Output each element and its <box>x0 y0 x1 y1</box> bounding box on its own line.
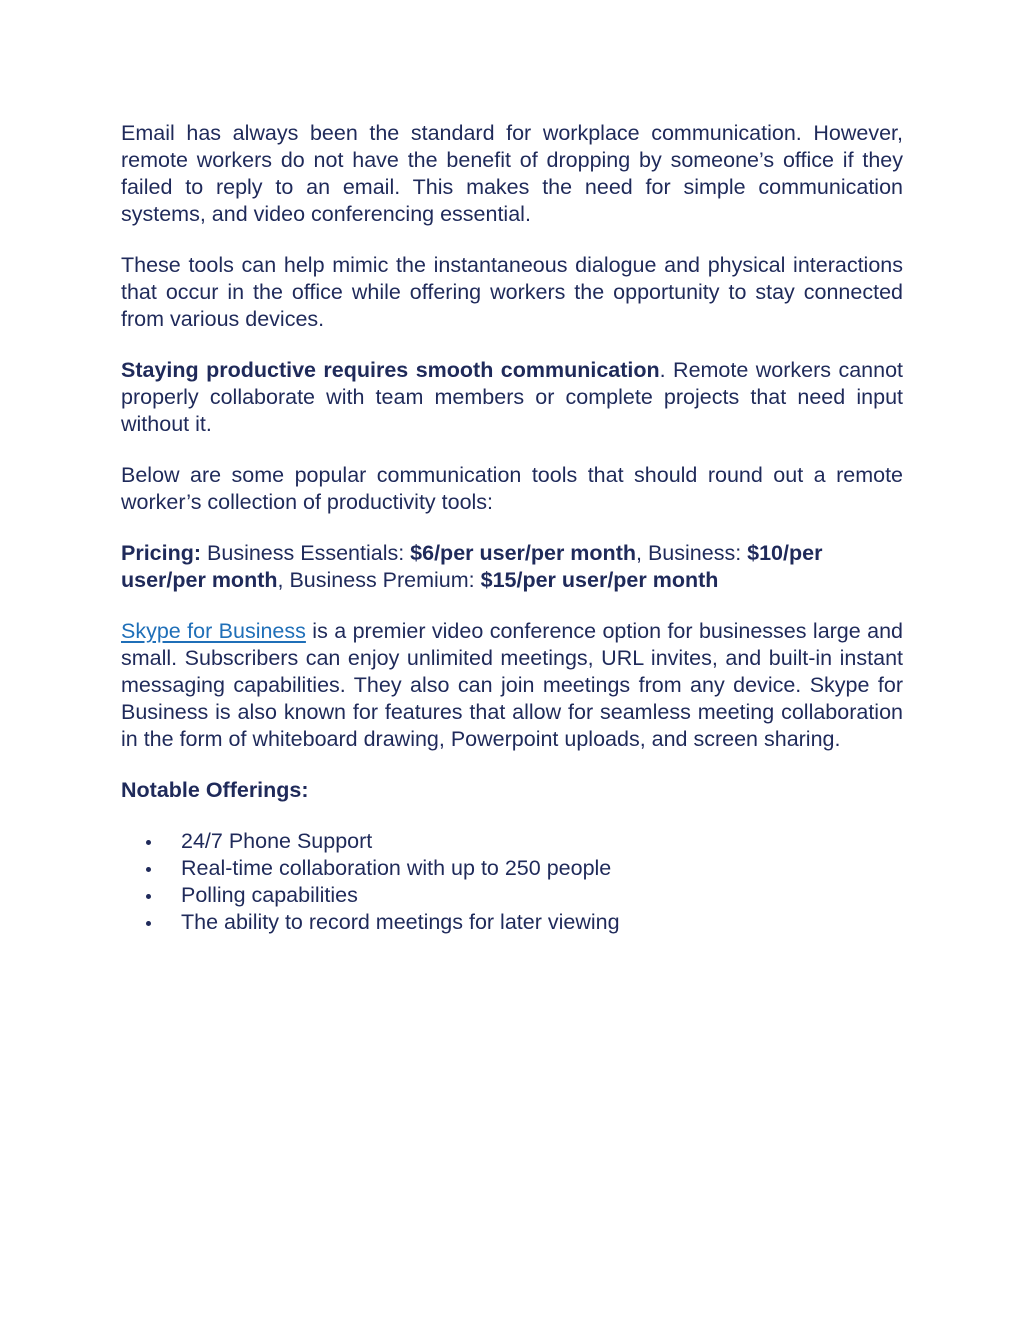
essentials-name: Business Essentials: <box>201 541 411 565</box>
list-item-text: 24/7 Phone Support <box>181 829 373 853</box>
bullet-icon <box>146 867 151 872</box>
list-item <box>121 828 903 855</box>
skype-paragraph <box>121 618 903 753</box>
list-item-text: The ability to record meetings for later viewing <box>181 910 620 934</box>
list-item <box>121 855 903 882</box>
list-item-text: Polling capabilities <box>181 883 358 907</box>
pricing-paragraph <box>121 540 903 594</box>
business-name: Business: <box>647 541 748 565</box>
pricing-separator-1: , <box>636 541 648 565</box>
essentials-price: $6/per user/per month <box>410 541 636 565</box>
premium-name: Business Premium: <box>289 568 481 592</box>
intro-paragraph <box>121 120 903 228</box>
skype-description: is a premier video conference option for businesses large and small. Subscribers can enjoy unlimited meetings, URL invites, and built-in instant messaging capabilities. They also can join meetings from any device. Skype for Business is also known for features that allow for seamless meeting collaboration in the form of whiteboard drawing, Powerpoint uploads, and screen sharing. <box>121 619 903 751</box>
premium-price: $15/per user/per month <box>480 568 719 592</box>
bullet-icon <box>146 840 151 845</box>
bullet-icon <box>146 921 151 926</box>
tools-text: These tools can help mimic the instantaneous dialogue and physical interactions that occur in the office while offering workers the opportunity to stay connected from various devices. <box>121 253 903 331</box>
productivity-paragraph <box>121 357 903 438</box>
productivity-bold-text: Staying productive requires smooth communication <box>121 358 660 382</box>
list-item-text: Real-time collaboration with up to 250 people <box>181 856 612 880</box>
list-item <box>121 882 903 909</box>
pricing-separator-2: , <box>277 568 290 592</box>
skype-for-business-link[interactable]: Skype for Business <box>121 619 306 643</box>
offerings-list <box>121 828 903 936</box>
tools-list-intro-paragraph <box>121 462 903 516</box>
business-price: $10/per user/per month <box>121 541 823 592</box>
tools-list-intro-text: Below are some popular communication tools that should round out a remote worker’s collection of productivity tools: <box>121 463 903 514</box>
bullet-icon <box>146 894 151 899</box>
productivity-text: . Remote workers cannot properly collaborate with team members or complete projects that need input without it. <box>121 358 903 436</box>
intro-text: Email has always been the standard for workplace communication. However, remote workers do not have the benefit of dropping by someone’s office if they failed to reply to an email. This makes the need for simple communication systems, and video conferencing essential. <box>121 121 903 226</box>
pricing-label: Pricing: <box>121 541 202 565</box>
tools-paragraph <box>121 252 903 333</box>
list-item <box>121 909 903 936</box>
document-page <box>121 120 903 936</box>
offerings-heading: Notable Offerings: <box>121 778 309 802</box>
